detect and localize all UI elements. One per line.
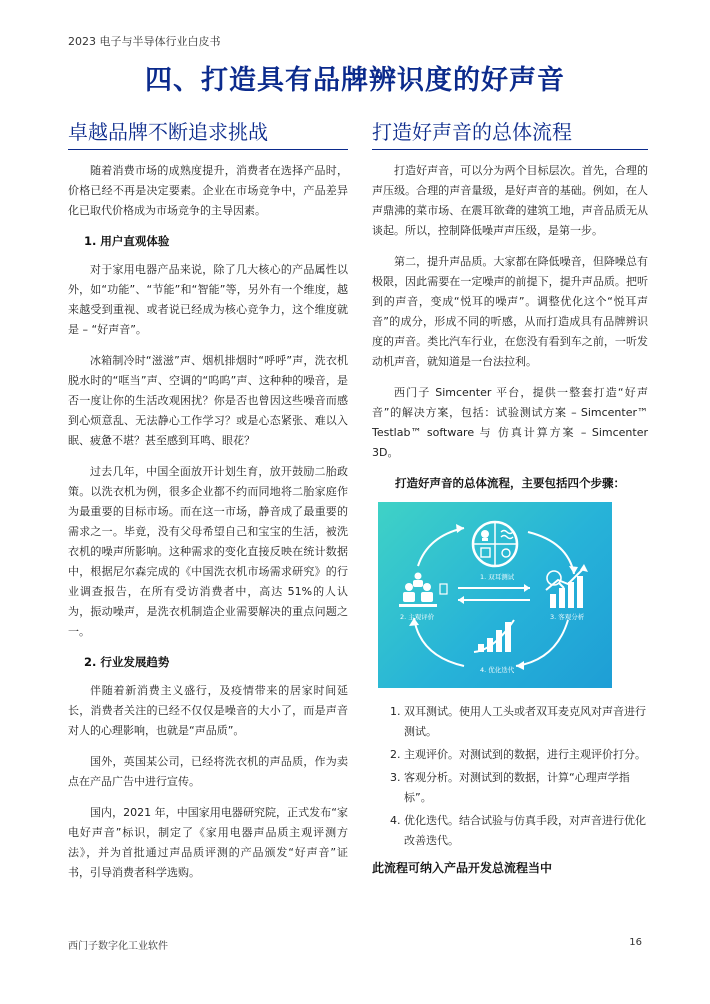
closing-statement: 此流程可纳入产品开发总流程当中 [372,861,553,875]
subsection-1-title: 1. 用户直观体验 [84,234,170,248]
step-4-label: 4. 优化迭代 [480,666,515,674]
page-number: 16 [629,937,642,948]
paragraph: 国外，英国某公司，已经将洗衣机的声品质，作为卖点在产品广告中进行宣传。 [68,755,348,788]
process-cycle-graphic [378,502,612,688]
paragraph: 过去几年，中国全面放开计划生育，放开鼓励二胎政策。以洗衣机为例，很多企业都不约而同地将二胎家庭作为最重要的目标市场。而在这一市场，静音成了最重要的需求之一。毕竟，没有父母希望自己和宝宝的生活，被洗衣机的噪声所影响。这种需求的变化直接反映在统计数据中，根据尼尔森完成的《中国洗衣机市场需求研究》的行业调查报告，在所有受访消费者中，高达 51%的人认为，振动噪声，是洗衣机制造企业需要解决的重点问题之一。 [68,465,348,638]
step-3-label: 3. 客观分析 [550,613,585,621]
paragraph: 对于家用电器产品来说，除了几大核心的产品属性以外，如“功能”、“节能”和“智能”等，另外有一个维度，越来越受到重视、或者说已经成为核心竞争力，这个维度就是 – “好声音”。 [68,263,348,336]
list-item: 3. 客观分析。对测试到的数据，计算“心理声学指标”。 [404,768,648,808]
right-heading: 打造好声音的总体流程 [372,120,648,150]
paragraph: 打造好声音，可以分为两个目标层次。首先，合理的声压级。合理的声音量级，是好声音的基础。例如，在人声鼎沸的菜市场、在震耳欲聋的建筑工地，声音品质无从谈起。所以，控制降低噪声声压级，是第一步。 [372,164,648,237]
page-footer: 西门子数字化工业软件 [68,941,168,952]
iterative-optimization-icon [474,620,514,652]
binaural-test-icon [473,522,517,566]
left-heading: 卓越品牌不断追求挑战 [68,120,348,150]
page-header: 2023 电子与半导体行业白皮书 [68,35,221,48]
paragraph: 西门子 Simcenter 平台，提供一整套打造“好声音”的解决方案，包括：试验测试方案 – Simcenter™ Testlab™ software 与 仿真计算方案 – Simcenter 3D。 [372,386,648,459]
steps-list [372,702,648,851]
diagram-caption: 打造好声音的总体流程，主要包括四个步骤： [395,476,625,490]
list-item: 4. 优化迭代。结合试验与仿真手段，对声音进行优化改善迭代。 [404,811,648,851]
left-column [68,120,348,894]
paragraph: 第二，提升声品质。大家都在降低噪音，但降噪总有极限，因此需要在一定噪声的前提下，提升声品质。把听到的声音，变成“悦耳的噪声”。调整优化这个“悦耳声音”的成分，形成不同的听感，从而打造成具有品牌辨识度的声音。类比汽车行业，在您没有看到车之前，一听发动机声音，就知道是一台法拉利。 [372,255,648,368]
objective-analysis-icon [546,564,588,608]
list-item: 2. 主观评价。对测试到的数据，进行主观评价打分。 [404,745,648,765]
step-1-label: 1. 双耳测试 [480,573,515,581]
intro-paragraph: 随着消费市场的成熟度提升，消费者在选择产品时，价格已经不再是决定要素。企业在市场竞争中，产品差异化已取代价格成为市场竞争的主导因素。 [68,164,348,217]
process-diagram [378,502,612,688]
right-column [372,120,648,877]
list-item: 1. 双耳测试。使用人工头或者双耳麦克风对声音进行测试。 [404,702,648,742]
subsection-2-title: 2. 行业发展趋势 [84,655,170,669]
subjective-evaluation-icon [399,573,447,608]
paragraph: 伴随着新消费主义盛行，及疫情带来的居家时间延长，消费者关注的已经不仅仅是噪音的大小了，而是声音对人的心理影响，也就是“声品质”。 [68,684,348,737]
paragraph: 冰箱制冷时“滋滋”声、烟机排烟时“呼呼”声，洗衣机脱水时的“哐当”声、空调的“呜呜”声、这种种的噪音，是否一度让你的生活改观困扰？你是否也曾因这些噪音而感到心烦意乱、无法静心工作学习？或是心态紧张、难以入眠、疲惫不堪？甚至感到耳鸣、眼花？ [68,354,348,447]
section-title: 四、打造具有品牌辨识度的好声音 [145,65,565,96]
paragraph: 国内，2021 年，中国家用电器研究院，正式发布“家电好声音”标识，制定了《家用电器声品质主观评测方法》，并为首批通过声品质评测的产品颁发“好声音”证书，引导消费者科学选购。 [68,806,348,879]
step-2-label: 2. 主观评价 [400,613,435,621]
